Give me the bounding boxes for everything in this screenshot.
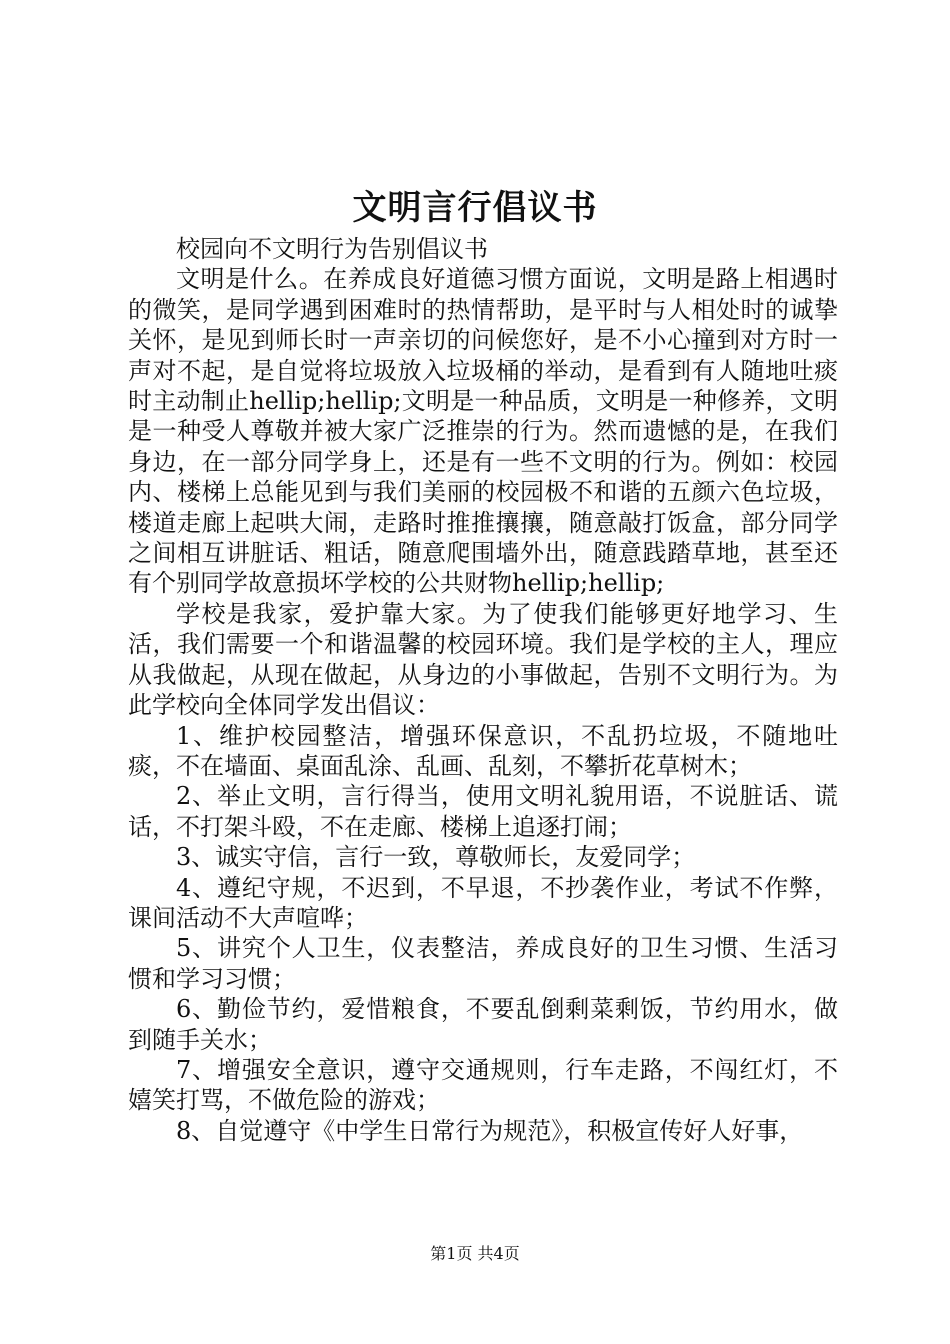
proposal-item: 2、举止文明，言行得当，使用文明礼貌用语，不说脏话、谎话，不打架斗殴，不在走廊、楼梯上追逐打闹； [128, 782, 838, 841]
proposal-item: 8、自觉遵守《中学生日常行为规范》，积极宣传好人好事， [176, 1116, 804, 1145]
proposal-item: 1、维护校园整洁，增强环保意识，不乱扔垃圾，不随地吐痰，不在墙面、桌面乱涂、乱画、乱刻，不攀折花草树木； [128, 721, 838, 780]
document-title: 文明言行倡议书 [352, 188, 598, 228]
page-footer: 第1页 共4页 [430, 1244, 520, 1263]
document-body [128, 234, 838, 1146]
proposal-item: 6、勤俭节约，爱惜粮食，不要乱倒剩菜剩饭，节约用水，做到随手关水； [128, 995, 838, 1054]
proposal-item: 7、增强安全意识，遵守交通规则，行车走路，不闯红灯，不嬉笑打骂，不做危险的游戏； [128, 1055, 838, 1115]
subtitle-paragraph: 校园向不文明行为告别倡议书 [176, 235, 488, 263]
proposal-item: 4、遵纪守规，不迟到，不早退，不抄袭作业，考试不作弊，课间活动不大声喧哗； [128, 873, 838, 932]
body-paragraph: 文明是什么。在养成良好道德习惯方面说，文明是路上相遇时的微笑，是同学遇到困难时的热情帮助，是平时与人相处时的诚挚关怀，是见到师长时一声亲切的问候您好，是不小心撞到对方时一声对不起，是自觉将垃圾放入垃圾桶的举动，是看到有人随地吐痰时主动制止hellip;hellip;文明是一种品质，文明是一种修养，文明是一种受人尊敬并被大家广泛推崇的行为。然而遗憾的是，在我们身边，在一部分同学身上，还是有一些不文明的行为。例如：校园内、楼梯上总能见到与我们美丽的校园极不和谐的五颜六色垃圾，楼道走廊上起哄大闹，走路时推推攘攘，随意敲打饭盒，部分同学之间相互讲脏话、粗话，随意爬围墙外出，随意践踏草地，甚至还有个别同学故意损坏学校的公共财物hellip;hellip; [128, 265, 838, 598]
proposal-item: 5、讲究个人卫生，仪表整洁，养成良好的卫生习惯、生活习惯和学习习惯； [128, 934, 838, 993]
body-paragraph: 学校是我家，爱护靠大家。为了使我们能够更好地学习、生活，我们需要一个和谐温馨的校园环境。我们是学校的主人，理应从我做起，从现在做起，从身边的小事做起，告别不文明行为。为此学校向全体同学发出倡议： [128, 599, 838, 720]
proposal-item: 3、诚实守信，言行一致，尊敬师长，友爱同学； [176, 843, 696, 872]
